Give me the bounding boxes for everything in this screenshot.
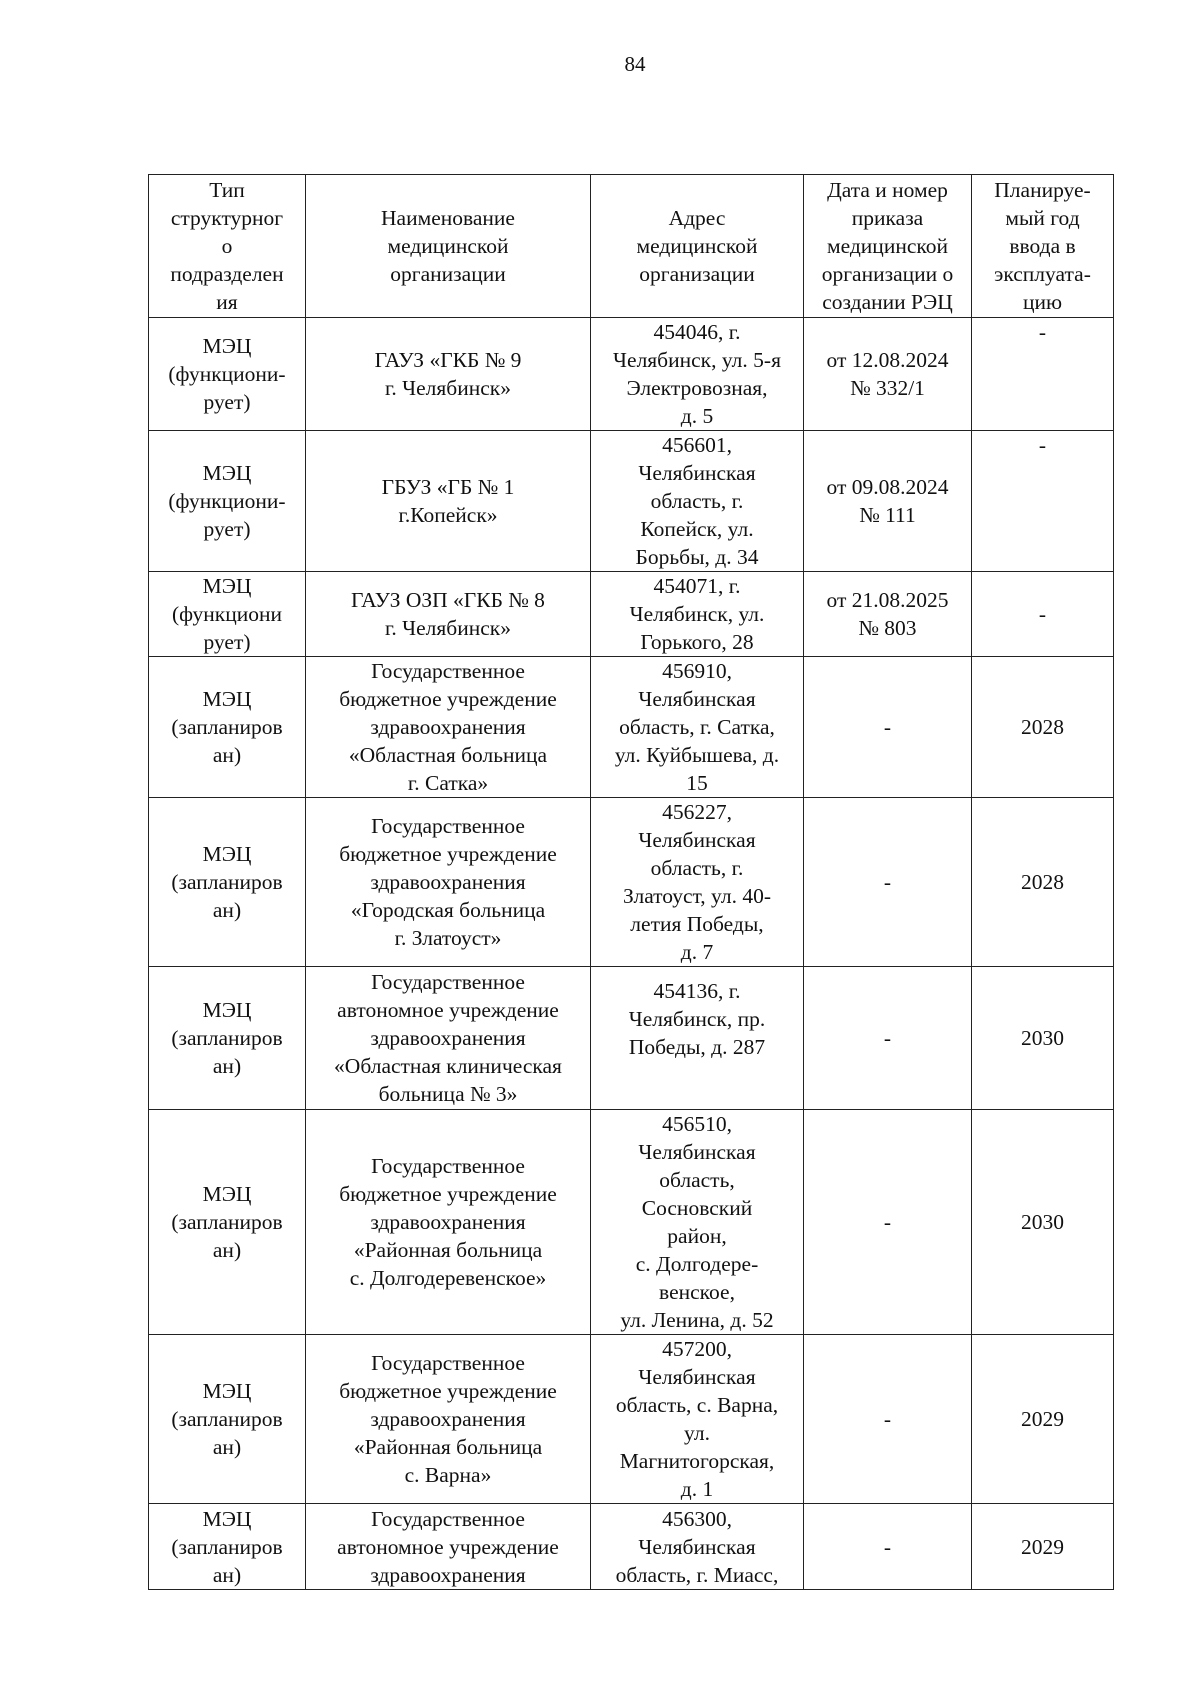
cell-year: 2030 [972, 1110, 1114, 1335]
table-row [149, 967, 1114, 1110]
cell-type: МЭЦ (функциони- рует) [149, 318, 306, 431]
cell-type: МЭЦ (запланиров ан) [149, 967, 306, 1110]
cell-type: МЭЦ (запланиров ан) [149, 798, 306, 967]
cell-name: Государственное автономное учреждение здравоохранения «Областная клиническая больница № 3» [306, 967, 591, 1110]
table-row [149, 1110, 1114, 1335]
header-year: Планируе- мый год ввода в эксплуата- цию [972, 175, 1114, 318]
table-row [149, 798, 1114, 967]
cell-address: 454136, г. Челябинск, пр. Победы, д. 287 [591, 967, 804, 1110]
cell-order: - [804, 1110, 972, 1335]
cell-type: МЭЦ (запланиров ан) [149, 1110, 306, 1335]
cell-address: 454046, г. Челябинск, ул. 5-я Электровозная, д. 5 [591, 318, 804, 431]
cell-address: 456910, Челябинская область, г. Сатка, ул. Куйбышева, д. 15 [591, 657, 804, 798]
header-address: Адрес медицинской организации [591, 175, 804, 318]
cell-order: - [804, 967, 972, 1110]
cell-address: 456227, Челябинская область, г. Златоуст, ул. 40- летия Победы, д. 7 [591, 798, 804, 967]
cell-order: от 09.08.2024 № 111 [804, 431, 972, 572]
cell-order: - [804, 1335, 972, 1504]
cell-type: МЭЦ (функциони рует) [149, 572, 306, 657]
table-row [149, 1504, 1114, 1590]
table-row [149, 318, 1114, 431]
cell-name: ГАУЗ «ГКБ № 9 г. Челябинск» [306, 318, 591, 431]
cell-name: Государственное бюджетное учреждение здравоохранения «Районная больница с. Варна» [306, 1335, 591, 1504]
table-row [149, 572, 1114, 657]
cell-name: ГАУЗ ОЗП «ГКБ № 8 г. Челябинск» [306, 572, 591, 657]
cell-name: Государственное бюджетное учреждение здравоохранения «Областная больница г. Сатка» [306, 657, 591, 798]
cell-order: от 21.08.2025 № 803 [804, 572, 972, 657]
cell-name: Государственное бюджетное учреждение здравоохранения «Городская больница г. Златоуст» [306, 798, 591, 967]
cell-name: Государственное бюджетное учреждение здравоохранения «Районная больница с. Долгодеревенское» [306, 1110, 591, 1335]
cell-type: МЭЦ (запланиров ан) [149, 1335, 306, 1504]
table-row [149, 431, 1114, 572]
cell-year: 2029 [972, 1504, 1114, 1590]
cell-year: - [972, 431, 1114, 572]
table-row [149, 1335, 1114, 1504]
cell-type: МЭЦ (запланиров ан) [149, 1504, 306, 1590]
cell-address: 456510, Челябинская область, Сосновский район, с. Долгодере- венское, ул. Ленина, д. 52 [591, 1110, 804, 1335]
cell-name: ГБУЗ «ГБ № 1 г.Копейск» [306, 431, 591, 572]
cell-type: МЭЦ (функциони- рует) [149, 431, 306, 572]
cell-order: - [804, 1504, 972, 1590]
cell-year: 2030 [972, 967, 1114, 1110]
cell-year: 2028 [972, 798, 1114, 967]
medical-centers-table [148, 174, 1114, 1590]
cell-order: - [804, 657, 972, 798]
cell-year: - [972, 318, 1114, 431]
cell-address: 456601, Челябинская область, г. Копейск, ул. Борьбы, д. 34 [591, 431, 804, 572]
header-type: Тип структурног о подразделен ия [149, 175, 306, 318]
header-name: Наименование медицинской организации [306, 175, 591, 318]
table-header-row [149, 175, 1114, 318]
cell-type: МЭЦ (запланиров ан) [149, 657, 306, 798]
header-order: Дата и номер приказа медицинской организации о создании РЭЦ [804, 175, 972, 318]
page-number: 84 [624, 52, 646, 76]
cell-year: - [972, 572, 1114, 657]
cell-year: 2029 [972, 1335, 1114, 1504]
cell-address: 456300, Челябинская область, г. Миасс, [591, 1504, 804, 1590]
table-row [149, 657, 1114, 798]
cell-order: от 12.08.2024 № 332/1 [804, 318, 972, 431]
cell-address: 454071, г. Челябинск, ул. Горького, 28 [591, 572, 804, 657]
cell-address: 457200, Челябинская область, с. Варна, ул. Магнитогорская, д. 1 [591, 1335, 804, 1504]
cell-order: - [804, 798, 972, 967]
cell-name: Государственное автономное учреждение здравоохранения [306, 1504, 591, 1590]
cell-year: 2028 [972, 657, 1114, 798]
